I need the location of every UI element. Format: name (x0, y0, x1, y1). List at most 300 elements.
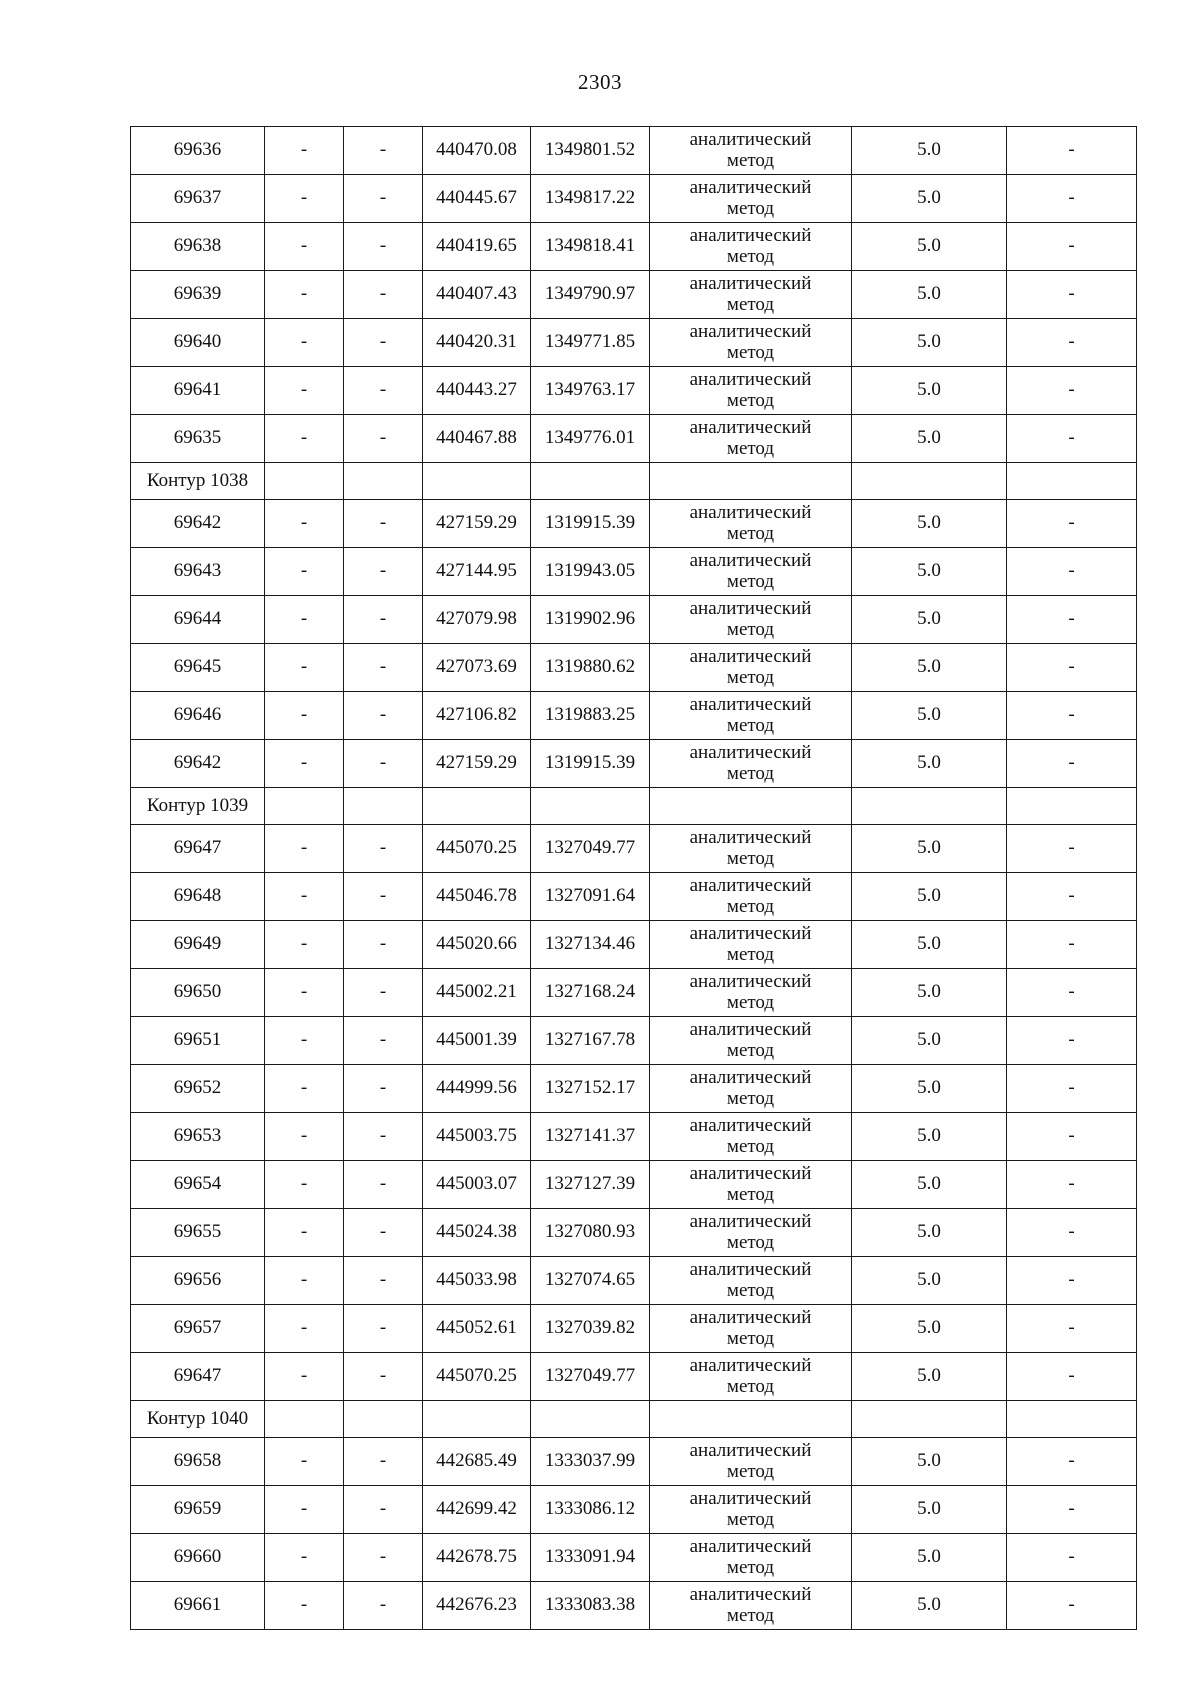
dash-cell: - (1007, 223, 1137, 271)
empty-cell (265, 1401, 344, 1438)
accuracy-cell: 5.0 (852, 596, 1007, 644)
dash-cell: - (344, 644, 423, 692)
x-coordinate-cell: 427079.98 (423, 596, 531, 644)
x-coordinate-cell: 445020.66 (423, 921, 531, 969)
dash-cell: - (1007, 548, 1137, 596)
dash-cell: - (1007, 1113, 1137, 1161)
page-number: 2303 (578, 70, 622, 94)
x-coordinate-cell: 440443.27 (423, 367, 531, 415)
dash-cell: - (265, 1582, 344, 1630)
dash-cell: - (1007, 500, 1137, 548)
method-cell (650, 1017, 852, 1065)
dash-cell: - (344, 127, 423, 175)
method-cell (650, 548, 852, 596)
point-number-cell: 69650 (131, 969, 265, 1017)
dash-cell: - (265, 1305, 344, 1353)
dash-cell: - (344, 548, 423, 596)
method-cell (650, 692, 852, 740)
table-row (131, 1065, 1137, 1113)
y-coordinate-cell: 1327039.82 (531, 1305, 650, 1353)
method-line1: аналитический (689, 922, 812, 944)
y-coordinate-cell: 1349817.22 (531, 175, 650, 223)
table-row (131, 548, 1137, 596)
empty-cell (344, 1401, 423, 1438)
x-coordinate-cell: 440419.65 (423, 223, 531, 271)
method-line2: метод (726, 847, 775, 869)
method-line1: аналитический (689, 1439, 812, 1461)
point-number-cell: 69635 (131, 415, 265, 463)
empty-cell (1007, 1401, 1137, 1438)
dash-cell: - (265, 127, 344, 175)
x-coordinate-cell: 445052.61 (423, 1305, 531, 1353)
dash-cell: - (1007, 1065, 1137, 1113)
point-number-cell: 69637 (131, 175, 265, 223)
empty-cell (265, 463, 344, 500)
method-line2: метод (726, 437, 775, 459)
dash-cell: - (265, 223, 344, 271)
x-coordinate-cell: 427144.95 (423, 548, 531, 596)
contour-header-row (131, 1401, 1137, 1438)
dash-cell: - (344, 596, 423, 644)
method-line2: метод (726, 1135, 775, 1157)
empty-cell (423, 788, 531, 825)
dash-cell: - (344, 500, 423, 548)
method-line1: аналитический (689, 1306, 812, 1328)
x-coordinate-cell: 442699.42 (423, 1486, 531, 1534)
y-coordinate-cell: 1327080.93 (531, 1209, 650, 1257)
point-number-cell: 69657 (131, 1305, 265, 1353)
dash-cell: - (265, 825, 344, 873)
method-line1: аналитический (689, 826, 812, 848)
dash-cell: - (344, 319, 423, 367)
table-row (131, 873, 1137, 921)
empty-cell (852, 463, 1007, 500)
dash-cell: - (344, 1305, 423, 1353)
dash-cell: - (265, 921, 344, 969)
x-coordinate-cell: 442685.49 (423, 1438, 531, 1486)
dash-cell: - (1007, 1534, 1137, 1582)
method-line2: метод (726, 1375, 775, 1397)
method-cell (650, 1161, 852, 1209)
accuracy-cell: 5.0 (852, 1582, 1007, 1630)
method-line1: аналитический (689, 970, 812, 992)
point-number-cell: 69648 (131, 873, 265, 921)
y-coordinate-cell: 1327152.17 (531, 1065, 650, 1113)
method-line1: аналитический (689, 1487, 812, 1509)
empty-cell (852, 1401, 1007, 1438)
method-line2: метод (726, 618, 775, 640)
coordinates-table (130, 126, 1137, 1630)
y-coordinate-cell: 1327168.24 (531, 969, 650, 1017)
table-row (131, 740, 1137, 788)
y-coordinate-cell: 1349790.97 (531, 271, 650, 319)
table-row (131, 596, 1137, 644)
method-line1: аналитический (689, 645, 812, 667)
accuracy-cell: 5.0 (852, 921, 1007, 969)
method-line1: аналитический (689, 1258, 812, 1280)
x-coordinate-cell: 427106.82 (423, 692, 531, 740)
dash-cell: - (265, 740, 344, 788)
accuracy-cell: 5.0 (852, 319, 1007, 367)
method-line1: аналитический (689, 549, 812, 571)
point-number-cell: 69659 (131, 1486, 265, 1534)
contour-label: Контур 1038 (131, 463, 265, 500)
accuracy-cell: 5.0 (852, 127, 1007, 175)
empty-cell (852, 788, 1007, 825)
contour-label: Контур 1039 (131, 788, 265, 825)
dash-cell: - (265, 367, 344, 415)
point-number-cell: 69647 (131, 1353, 265, 1401)
table-row (131, 1353, 1137, 1401)
dash-cell: - (344, 1065, 423, 1113)
dash-cell: - (1007, 969, 1137, 1017)
dash-cell: - (1007, 1353, 1137, 1401)
method-cell (650, 644, 852, 692)
method-line1: аналитический (689, 693, 812, 715)
method-line1: аналитический (689, 741, 812, 763)
y-coordinate-cell: 1333091.94 (531, 1534, 650, 1582)
point-number-cell: 69645 (131, 644, 265, 692)
method-line1: аналитический (689, 128, 812, 150)
method-line2: метод (726, 197, 775, 219)
method-line1: аналитический (689, 874, 812, 896)
y-coordinate-cell: 1319915.39 (531, 500, 650, 548)
table-row (131, 223, 1137, 271)
x-coordinate-cell: 444999.56 (423, 1065, 531, 1113)
dash-cell: - (1007, 692, 1137, 740)
method-cell (650, 223, 852, 271)
accuracy-cell: 5.0 (852, 1161, 1007, 1209)
contour-header-row (131, 788, 1137, 825)
empty-cell (650, 788, 852, 825)
method-line1: аналитический (689, 320, 812, 342)
table-row (131, 271, 1137, 319)
dash-cell: - (1007, 596, 1137, 644)
dash-cell: - (265, 1353, 344, 1401)
table-row (131, 175, 1137, 223)
accuracy-cell: 5.0 (852, 548, 1007, 596)
y-coordinate-cell: 1349801.52 (531, 127, 650, 175)
x-coordinate-cell: 427073.69 (423, 644, 531, 692)
dash-cell: - (344, 415, 423, 463)
x-coordinate-cell: 445003.07 (423, 1161, 531, 1209)
point-number-cell: 69660 (131, 1534, 265, 1582)
accuracy-cell: 5.0 (852, 1534, 1007, 1582)
x-coordinate-cell: 445070.25 (423, 825, 531, 873)
y-coordinate-cell: 1327049.77 (531, 1353, 650, 1401)
method-line2: метод (726, 991, 775, 1013)
method-line2: метод (726, 714, 775, 736)
accuracy-cell: 5.0 (852, 825, 1007, 873)
y-coordinate-cell: 1327074.65 (531, 1257, 650, 1305)
method-line1: аналитический (689, 1583, 812, 1605)
dash-cell: - (344, 1161, 423, 1209)
x-coordinate-cell: 440407.43 (423, 271, 531, 319)
dash-cell: - (344, 1486, 423, 1534)
table-row (131, 1534, 1137, 1582)
dash-cell: - (344, 1257, 423, 1305)
table-row (131, 1209, 1137, 1257)
table-row (131, 319, 1137, 367)
dash-cell: - (344, 175, 423, 223)
dash-cell: - (1007, 415, 1137, 463)
method-cell (650, 1065, 852, 1113)
method-cell (650, 500, 852, 548)
point-number-cell: 69653 (131, 1113, 265, 1161)
method-line2: метод (726, 570, 775, 592)
point-number-cell: 69654 (131, 1161, 265, 1209)
table-row (131, 921, 1137, 969)
dash-cell: - (1007, 319, 1137, 367)
dash-cell: - (265, 175, 344, 223)
dash-cell: - (265, 271, 344, 319)
method-cell (650, 319, 852, 367)
point-number-cell: 69641 (131, 367, 265, 415)
y-coordinate-cell: 1349763.17 (531, 367, 650, 415)
method-line1: аналитический (689, 1018, 812, 1040)
dash-cell: - (265, 1534, 344, 1582)
y-coordinate-cell: 1333086.12 (531, 1486, 650, 1534)
x-coordinate-cell: 440467.88 (423, 415, 531, 463)
dash-cell: - (1007, 825, 1137, 873)
empty-cell (1007, 788, 1137, 825)
y-coordinate-cell: 1319883.25 (531, 692, 650, 740)
y-coordinate-cell: 1349818.41 (531, 223, 650, 271)
point-number-cell: 69639 (131, 271, 265, 319)
method-cell (650, 1305, 852, 1353)
y-coordinate-cell: 1319880.62 (531, 644, 650, 692)
accuracy-cell: 5.0 (852, 175, 1007, 223)
method-line1: аналитический (689, 1210, 812, 1232)
table-row (131, 500, 1137, 548)
dash-cell: - (265, 692, 344, 740)
empty-cell (531, 788, 650, 825)
y-coordinate-cell: 1327049.77 (531, 825, 650, 873)
method-cell (650, 1113, 852, 1161)
dash-cell: - (265, 596, 344, 644)
method-line2: метод (726, 943, 775, 965)
dash-cell: - (1007, 175, 1137, 223)
x-coordinate-cell: 442676.23 (423, 1582, 531, 1630)
dash-cell: - (344, 223, 423, 271)
accuracy-cell: 5.0 (852, 271, 1007, 319)
method-line2: метод (726, 1460, 775, 1482)
table-row (131, 825, 1137, 873)
method-cell (650, 1353, 852, 1401)
dash-cell: - (265, 1161, 344, 1209)
y-coordinate-cell: 1319915.39 (531, 740, 650, 788)
method-line2: метод (726, 762, 775, 784)
dash-cell: - (344, 1438, 423, 1486)
table-row (131, 1305, 1137, 1353)
method-line1: аналитический (689, 1535, 812, 1557)
y-coordinate-cell: 1327167.78 (531, 1017, 650, 1065)
dash-cell: - (265, 1486, 344, 1534)
dash-cell: - (344, 825, 423, 873)
accuracy-cell: 5.0 (852, 223, 1007, 271)
table-row (131, 1438, 1137, 1486)
point-number-cell: 69649 (131, 921, 265, 969)
dash-cell: - (265, 415, 344, 463)
method-line2: метод (726, 1508, 775, 1530)
method-line2: метод (726, 666, 775, 688)
x-coordinate-cell: 440445.67 (423, 175, 531, 223)
accuracy-cell: 5.0 (852, 415, 1007, 463)
method-line2: метод (726, 1279, 775, 1301)
method-cell (650, 1534, 852, 1582)
point-number-cell: 69656 (131, 1257, 265, 1305)
dash-cell: - (265, 1438, 344, 1486)
method-cell (650, 740, 852, 788)
x-coordinate-cell: 442678.75 (423, 1534, 531, 1582)
dash-cell: - (1007, 1305, 1137, 1353)
dash-cell: - (1007, 644, 1137, 692)
x-coordinate-cell: 445001.39 (423, 1017, 531, 1065)
dash-cell: - (1007, 271, 1137, 319)
method-cell (650, 1486, 852, 1534)
accuracy-cell: 5.0 (852, 1353, 1007, 1401)
dash-cell: - (1007, 1209, 1137, 1257)
accuracy-cell: 5.0 (852, 969, 1007, 1017)
y-coordinate-cell: 1333083.38 (531, 1582, 650, 1630)
method-line2: метод (726, 895, 775, 917)
y-coordinate-cell: 1327127.39 (531, 1161, 650, 1209)
point-number-cell: 69658 (131, 1438, 265, 1486)
method-line1: аналитический (689, 1162, 812, 1184)
dash-cell: - (344, 873, 423, 921)
dash-cell: - (1007, 1582, 1137, 1630)
method-cell (650, 175, 852, 223)
dash-cell: - (1007, 127, 1137, 175)
method-cell (650, 271, 852, 319)
method-line1: аналитический (689, 368, 812, 390)
dash-cell: - (1007, 921, 1137, 969)
dash-cell: - (344, 1209, 423, 1257)
method-line1: аналитический (689, 1354, 812, 1376)
point-number-cell: 69636 (131, 127, 265, 175)
empty-cell (265, 788, 344, 825)
dash-cell: - (1007, 740, 1137, 788)
dash-cell: - (265, 1113, 344, 1161)
table-row (131, 127, 1137, 175)
accuracy-cell: 5.0 (852, 500, 1007, 548)
empty-cell (531, 463, 650, 500)
y-coordinate-cell: 1319943.05 (531, 548, 650, 596)
method-line1: аналитический (689, 597, 812, 619)
accuracy-cell: 5.0 (852, 1017, 1007, 1065)
method-cell (650, 1257, 852, 1305)
method-line1: аналитический (689, 272, 812, 294)
empty-cell (650, 463, 852, 500)
method-line2: метод (726, 1604, 775, 1626)
method-line1: аналитический (689, 176, 812, 198)
method-line1: аналитический (689, 1066, 812, 1088)
point-number-cell: 69642 (131, 500, 265, 548)
x-coordinate-cell: 445002.21 (423, 969, 531, 1017)
dash-cell: - (265, 1209, 344, 1257)
point-number-cell: 69638 (131, 223, 265, 271)
dash-cell: - (1007, 1161, 1137, 1209)
y-coordinate-cell: 1319902.96 (531, 596, 650, 644)
method-line2: метод (726, 293, 775, 315)
empty-cell (344, 463, 423, 500)
dash-cell: - (344, 367, 423, 415)
point-number-cell: 69642 (131, 740, 265, 788)
dash-cell: - (265, 1065, 344, 1113)
dash-cell: - (344, 1017, 423, 1065)
dash-cell: - (1007, 1438, 1137, 1486)
x-coordinate-cell: 445024.38 (423, 1209, 531, 1257)
dash-cell: - (344, 740, 423, 788)
dash-cell: - (344, 969, 423, 1017)
accuracy-cell: 5.0 (852, 873, 1007, 921)
y-coordinate-cell: 1327091.64 (531, 873, 650, 921)
point-number-cell: 69646 (131, 692, 265, 740)
dash-cell: - (344, 1582, 423, 1630)
accuracy-cell: 5.0 (852, 692, 1007, 740)
accuracy-cell: 5.0 (852, 1486, 1007, 1534)
table-row (131, 1161, 1137, 1209)
dash-cell: - (344, 1534, 423, 1582)
point-number-cell: 69652 (131, 1065, 265, 1113)
table-row (131, 969, 1137, 1017)
method-line2: метод (726, 1087, 775, 1109)
method-cell (650, 415, 852, 463)
table-row (131, 415, 1137, 463)
point-number-cell: 69644 (131, 596, 265, 644)
dash-cell: - (344, 921, 423, 969)
point-number-cell: 69640 (131, 319, 265, 367)
table-row (131, 367, 1137, 415)
table-row (131, 1582, 1137, 1630)
dash-cell: - (265, 969, 344, 1017)
empty-cell (1007, 463, 1137, 500)
accuracy-cell: 5.0 (852, 367, 1007, 415)
accuracy-cell: 5.0 (852, 1305, 1007, 1353)
dash-cell: - (265, 1257, 344, 1305)
empty-cell (423, 1401, 531, 1438)
table-row (131, 644, 1137, 692)
empty-cell (650, 1401, 852, 1438)
empty-cell (423, 463, 531, 500)
dash-cell: - (265, 1017, 344, 1065)
method-cell (650, 1582, 852, 1630)
method-line2: метод (726, 1183, 775, 1205)
accuracy-cell: 5.0 (852, 1113, 1007, 1161)
y-coordinate-cell: 1333037.99 (531, 1438, 650, 1486)
accuracy-cell: 5.0 (852, 1209, 1007, 1257)
y-coordinate-cell: 1349771.85 (531, 319, 650, 367)
y-coordinate-cell: 1327134.46 (531, 921, 650, 969)
dash-cell: - (344, 271, 423, 319)
x-coordinate-cell: 440470.08 (423, 127, 531, 175)
dash-cell: - (265, 873, 344, 921)
point-number-cell: 69661 (131, 1582, 265, 1630)
point-number-cell: 69647 (131, 825, 265, 873)
dash-cell: - (265, 644, 344, 692)
method-line1: аналитический (689, 1114, 812, 1136)
table-row (131, 1017, 1137, 1065)
y-coordinate-cell: 1349776.01 (531, 415, 650, 463)
x-coordinate-cell: 427159.29 (423, 500, 531, 548)
x-coordinate-cell: 445033.98 (423, 1257, 531, 1305)
x-coordinate-cell: 427159.29 (423, 740, 531, 788)
method-line2: метод (726, 389, 775, 411)
accuracy-cell: 5.0 (852, 644, 1007, 692)
method-line2: метод (726, 245, 775, 267)
accuracy-cell: 5.0 (852, 1438, 1007, 1486)
method-line2: метод (726, 1556, 775, 1578)
